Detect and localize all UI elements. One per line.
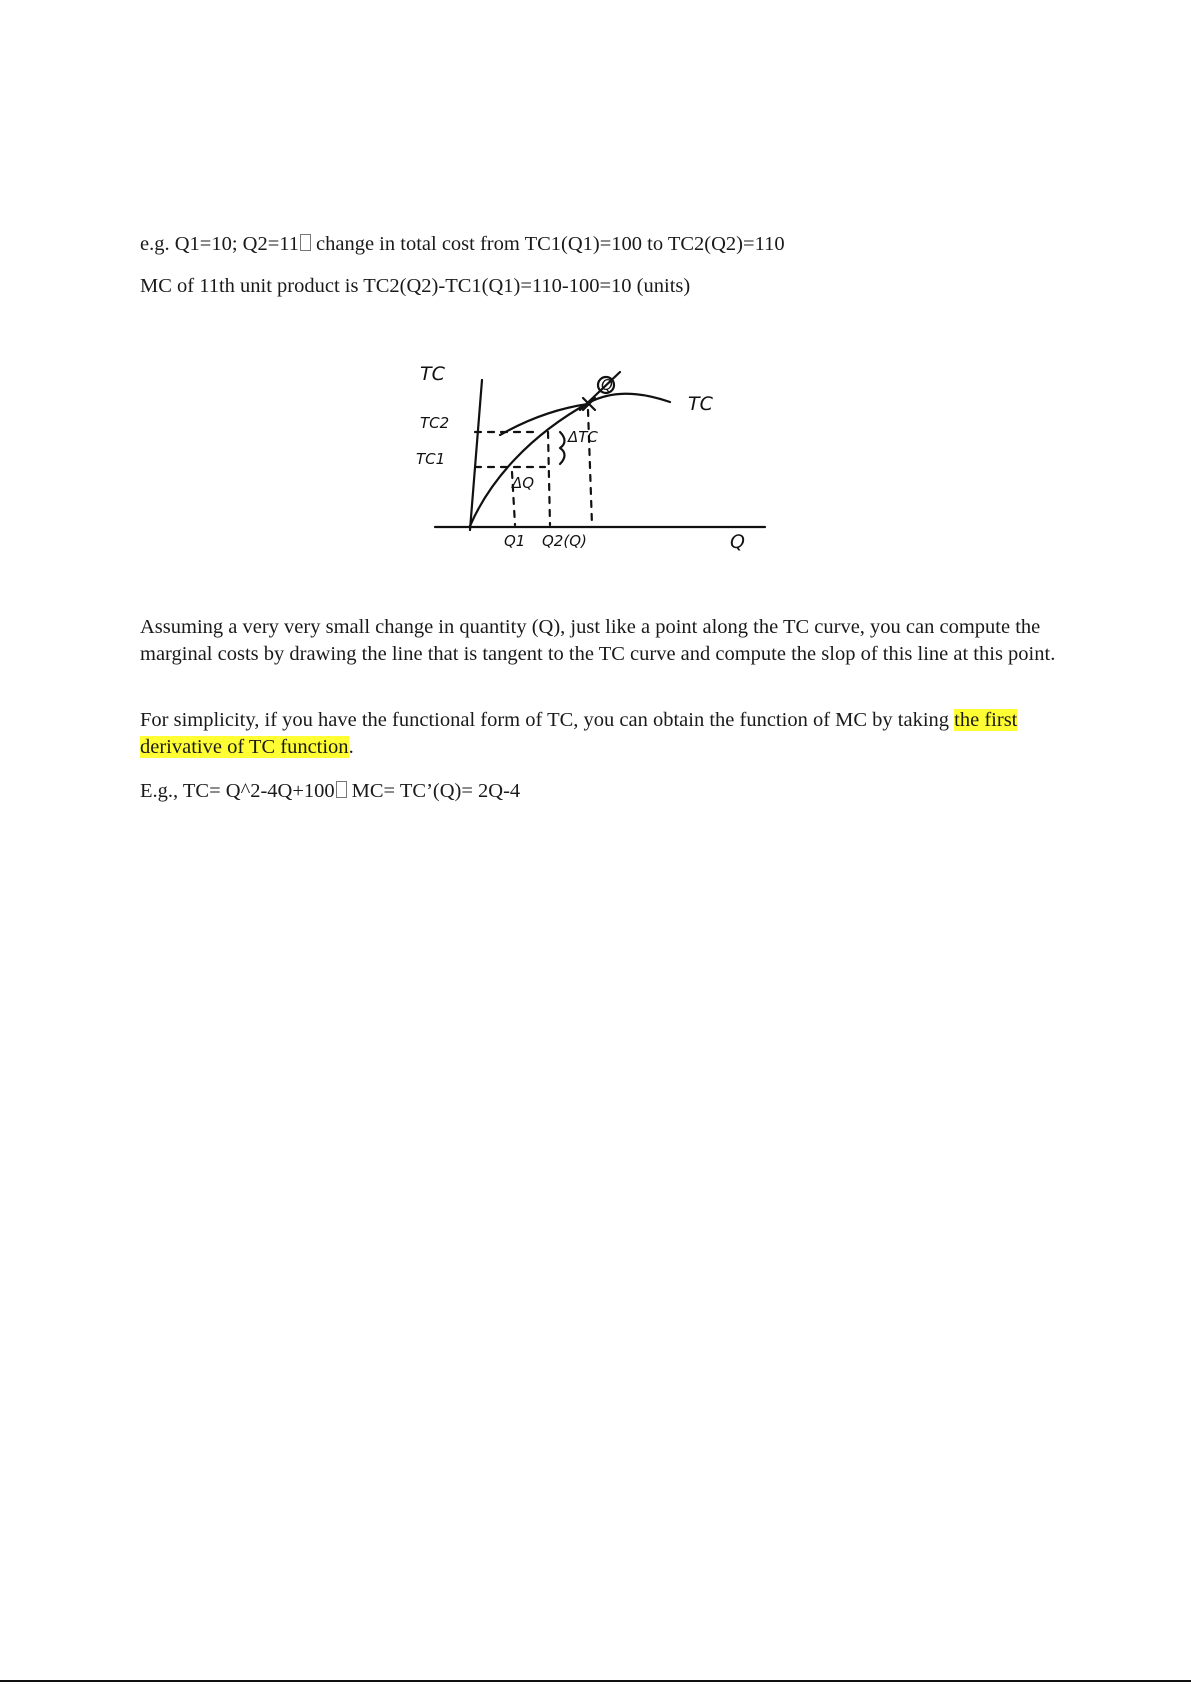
point-label: Q: [601, 376, 613, 394]
highlighted-derivative-text: the first derivative of TC function: [140, 709, 1018, 758]
tc-function-text: E.g., TC= Q^2-4Q+100: [140, 780, 335, 802]
tc2-label: TC2: [420, 414, 450, 432]
q1-label: Q1: [504, 532, 526, 550]
derivative-explanation-paragraph: [140, 707, 1065, 761]
example-quantities-paragraph: [140, 231, 1065, 258]
q2-label: Q2(Q): [542, 532, 587, 550]
marginal-cost-example-paragraph: MC of 11th unit product is TC2(Q2)-TC1(Q1)=110-100=10 (units): [140, 275, 691, 297]
tc1-label: TC1: [416, 450, 446, 468]
mc-function-text: MC= TC’(Q)= 2Q-4: [351, 780, 521, 802]
tc-curve-sketch-svg: [416, 360, 780, 560]
missing-arrow-glyph-icon: [300, 234, 311, 251]
missing-arrow-glyph-icon: [336, 781, 347, 798]
curve-label: TC: [688, 393, 713, 415]
tc-curve: [470, 394, 670, 526]
delta-tc-brace: [560, 432, 565, 464]
tangent-explanation-paragraph: Assuming a very very small change in quantity (Q), just like a point along the TC curve, you can compute the marginal costs by drawing the line that is tangent to the TC curve and compute the slop of this line at this point.: [140, 616, 1056, 665]
x-axis-label: Q: [730, 531, 745, 553]
delta-q-label: ΔQ: [512, 474, 535, 492]
derivative-explanation-end: .: [348, 736, 354, 758]
y-axis-label: TC: [420, 363, 445, 385]
derivative-explanation-text: For simplicity, if you have the functional form of TC, you can obtain the function of MC by taking: [140, 709, 955, 731]
page-bottom-rule: [0, 1680, 1191, 1682]
q2-dashed-line-left: [548, 432, 550, 525]
tc-curve-sketch: [416, 360, 780, 560]
delta-tc-label: ΔTC: [568, 428, 598, 446]
example-quantities-text: e.g. Q1=10; Q2=11: [140, 233, 300, 255]
total-cost-change-text: change in total cost from TC1(Q1)=100 to TC2(Q2)=110: [316, 233, 785, 255]
function-example-paragraph: [140, 778, 1065, 805]
